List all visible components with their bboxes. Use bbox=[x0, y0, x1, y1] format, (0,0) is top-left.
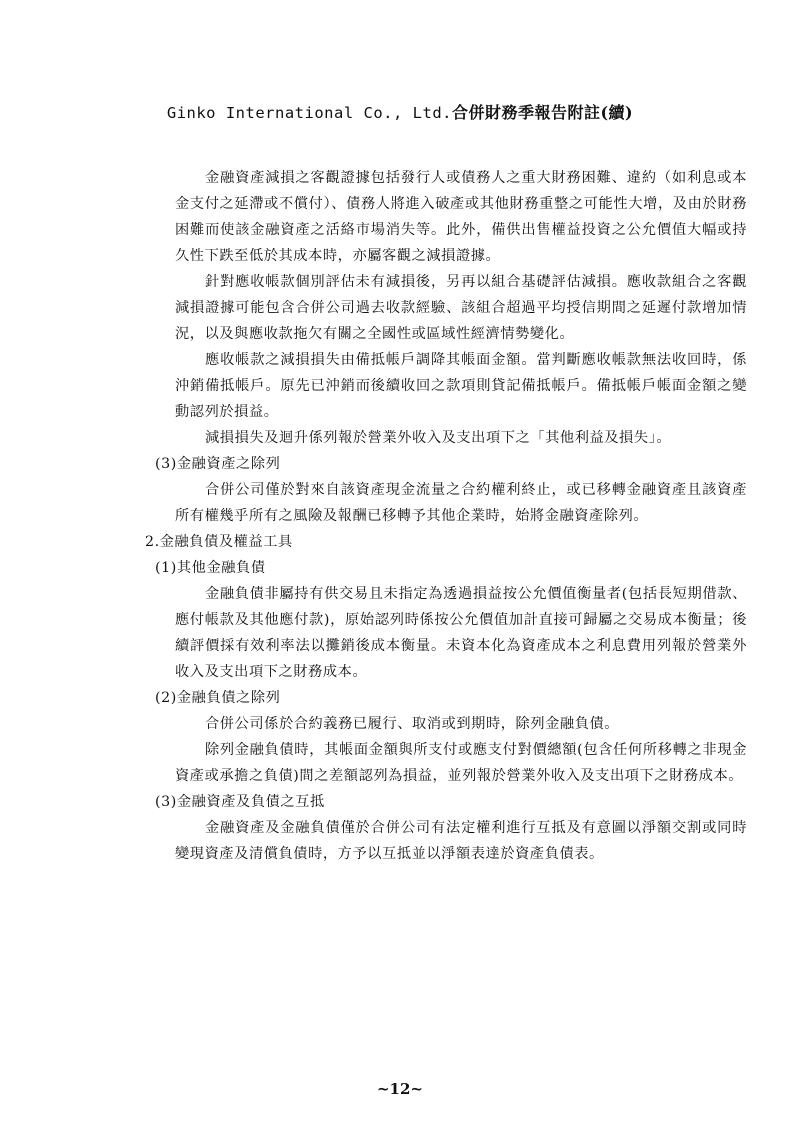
heading-other-financial-liabilities: (1)其他金融負債 bbox=[155, 560, 266, 576]
paragraph-allowance-account: 應收帳款之減損損失由備抵帳戶調降其帳面金額。當判斷應收帳款無法收回時，係沖銷備抵帳戶。原先已沖銷而後續收回之款項則貸記備抵帳戶。備抵帳戶帳面金額之變動認列於損益。 bbox=[175, 352, 747, 420]
heading-derecognition-of-financial-assets: (3)金融資產之除列 bbox=[155, 456, 281, 472]
paragraph-asset-derecognition: 合併公司僅於對來自該資產現金流量之合約權利終止，或已移轉金融資產且該資產所有權幾乎所有之風險及報酬已移轉予其他企業時，始將金融資產除列。 bbox=[175, 482, 747, 524]
heading-offsetting: (3)金融資產及負債之互抵 bbox=[155, 794, 325, 810]
paragraph-offsetting: 金融資產及金融負債僅於合併公司有法定權利進行互抵及有意圖以淨額交割或同時變現資產及清償負債時，方予以互抵並以淨額表達於資產負債表。 bbox=[175, 820, 747, 862]
paragraph-other-financial-liabilities: 金融負債非屬持有供交易且未指定為透過損益按公允價值衡量者(包括長短期借款、應付帳款及其他應付款)，原始認列時係按公允價值加計直接可歸屬之交易成本衡量；後續評價採有效利率法以攤銷後成本衡量。未資本化為資產成本之利息費用列報於營業外收入及支出項下之財務成本。 bbox=[175, 586, 747, 680]
page-header bbox=[0, 100, 800, 123]
heading-derecognition-of-financial-liabilities: (2)金融負債之除列 bbox=[155, 690, 281, 706]
page-number: ~12~ bbox=[376, 1080, 423, 1098]
report-title: 合併財務季報告附註(續) bbox=[451, 103, 634, 122]
company-name: Ginko International Co., Ltd. bbox=[166, 104, 452, 122]
paragraph-impairment-reporting: 減損損失及迴升係列報於營業外收入及支出項下之「其他利益及損失」。 bbox=[205, 430, 672, 446]
paragraph-liability-derecognition-measurement: 除列金融負債時，其帳面金額與所支付或應支付對價總額(包含任何所移轉之非現金資產或承擔之負債)間之差額認列為損益，並列報於營業外收入及支出項下之財務成本。 bbox=[175, 742, 747, 784]
paragraph-liability-derecognition-condition: 合併公司係於合約義務已履行、取消或到期時，除列金融負債。 bbox=[205, 716, 620, 732]
paragraph-impairment-evidence: 金融資產減損之客觀證據包括發行人或債務人之重大財務困難、違約（如利息或本金支付之延滯或不償付）、債務人將進入破產或其他財務重整之可能性大增，及由於財務困難而使該金融資產之活絡市場消失等。此外，備供出售權益投資之公允價值大幅或持久性下跌至低於其成本時，亦屬客觀之減損證據。 bbox=[175, 170, 747, 264]
heading-financial-liabilities-and-equity: 2.金融負債及權益工具 bbox=[145, 534, 293, 550]
paragraph-receivables-group-assessment: 針對應收帳款個別評估未有減損後，另再以組合基礎評估減損。應收款組合之客觀減損證據可能包含合併公司過去收款經驗、該組合超過平均授信期間之延遲付款增加情況，以及與應收款拖欠有關之全國性或區域性經濟情勢變化。 bbox=[175, 274, 747, 342]
document-body bbox=[0, 165, 800, 867]
